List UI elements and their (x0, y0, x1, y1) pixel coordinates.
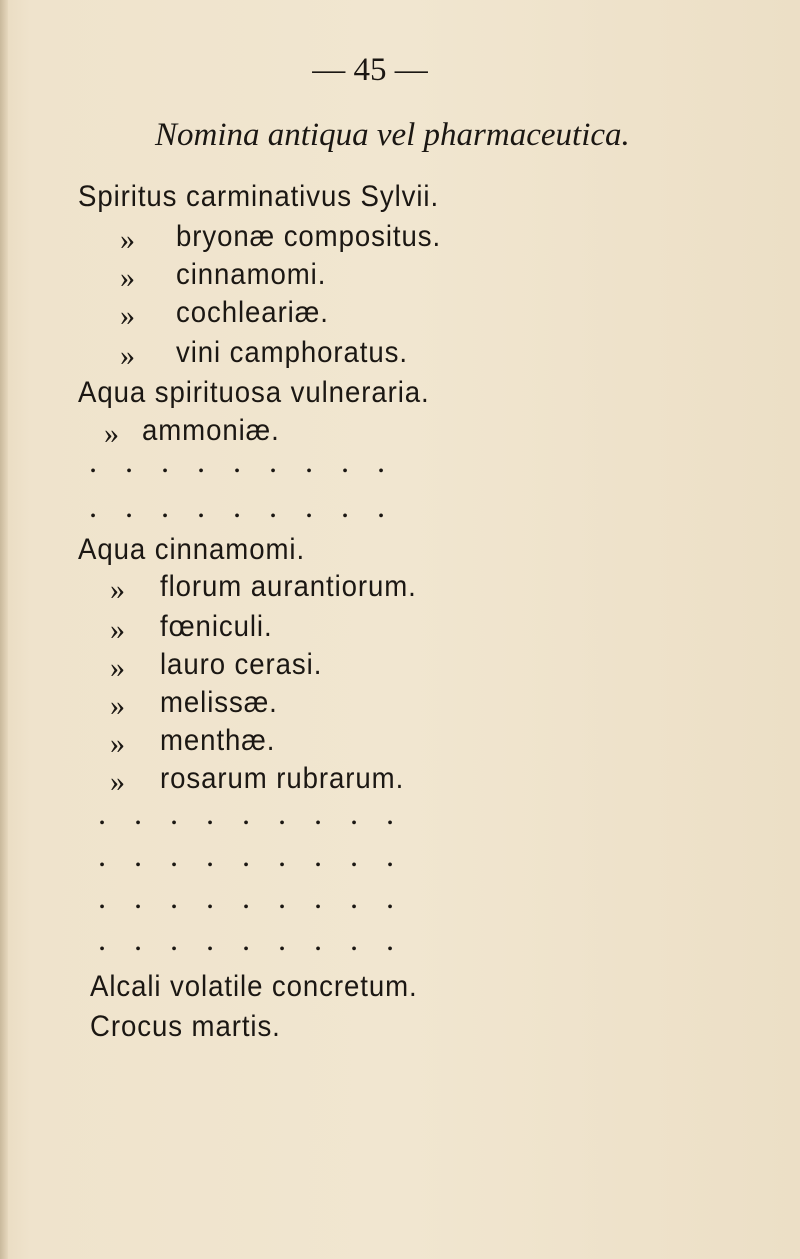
entry-line: Crocus martis. (90, 1010, 281, 1043)
ditto-mark: » (110, 689, 125, 722)
entry-line: vini camphoratus. (176, 336, 408, 369)
ditto-mark: » (120, 223, 135, 256)
entry-line: melissæ. (160, 686, 278, 719)
dot-leader-row: • • • • • • • • • (99, 941, 393, 958)
entry-line: Aqua spirituosa vulneraria. (78, 376, 430, 409)
ditto-mark: » (110, 651, 125, 684)
dot-leader-row: • • • • • • • • • (90, 508, 384, 525)
entry-line: Spiritus carminativus Sylvii. (78, 180, 440, 213)
dot-leader-row: • • • • • • • • • (90, 463, 384, 480)
entry-line: lauro cerasi. (160, 648, 323, 681)
entry-line: menthæ. (160, 724, 276, 757)
entry-line: Aqua cinnamomi. (78, 533, 306, 566)
entry-line: bryonæ compositus. (176, 220, 442, 253)
ditto-mark: » (120, 339, 135, 372)
entry-line: Alcali volatile concretum. (90, 970, 418, 1003)
page-edge (0, 0, 8, 1259)
entry-line: ammoniæ. (142, 414, 280, 447)
ditto-mark: » (110, 613, 125, 646)
entry-line: cochleariæ. (176, 296, 329, 329)
ditto-mark: » (120, 299, 135, 332)
dot-leader-row: • • • • • • • • • (99, 857, 393, 874)
dot-leader-row: • • • • • • • • • (99, 815, 393, 832)
entry-line: cinnamomi. (176, 258, 327, 291)
ditto-mark: » (104, 417, 119, 450)
ditto-mark: » (110, 573, 125, 606)
ditto-mark: » (120, 261, 135, 294)
page-heading: Nomina antiqua vel pharmaceutica. (155, 117, 630, 153)
page-number: — 45 — (312, 52, 428, 88)
entry-line: rosarum rubrarum. (160, 762, 405, 795)
ditto-mark: » (110, 765, 125, 798)
entry-line: florum aurantiorum. (160, 570, 417, 603)
entry-line: fœniculi. (160, 610, 273, 643)
ditto-mark: » (110, 727, 125, 760)
dot-leader-row: • • • • • • • • • (99, 899, 393, 916)
